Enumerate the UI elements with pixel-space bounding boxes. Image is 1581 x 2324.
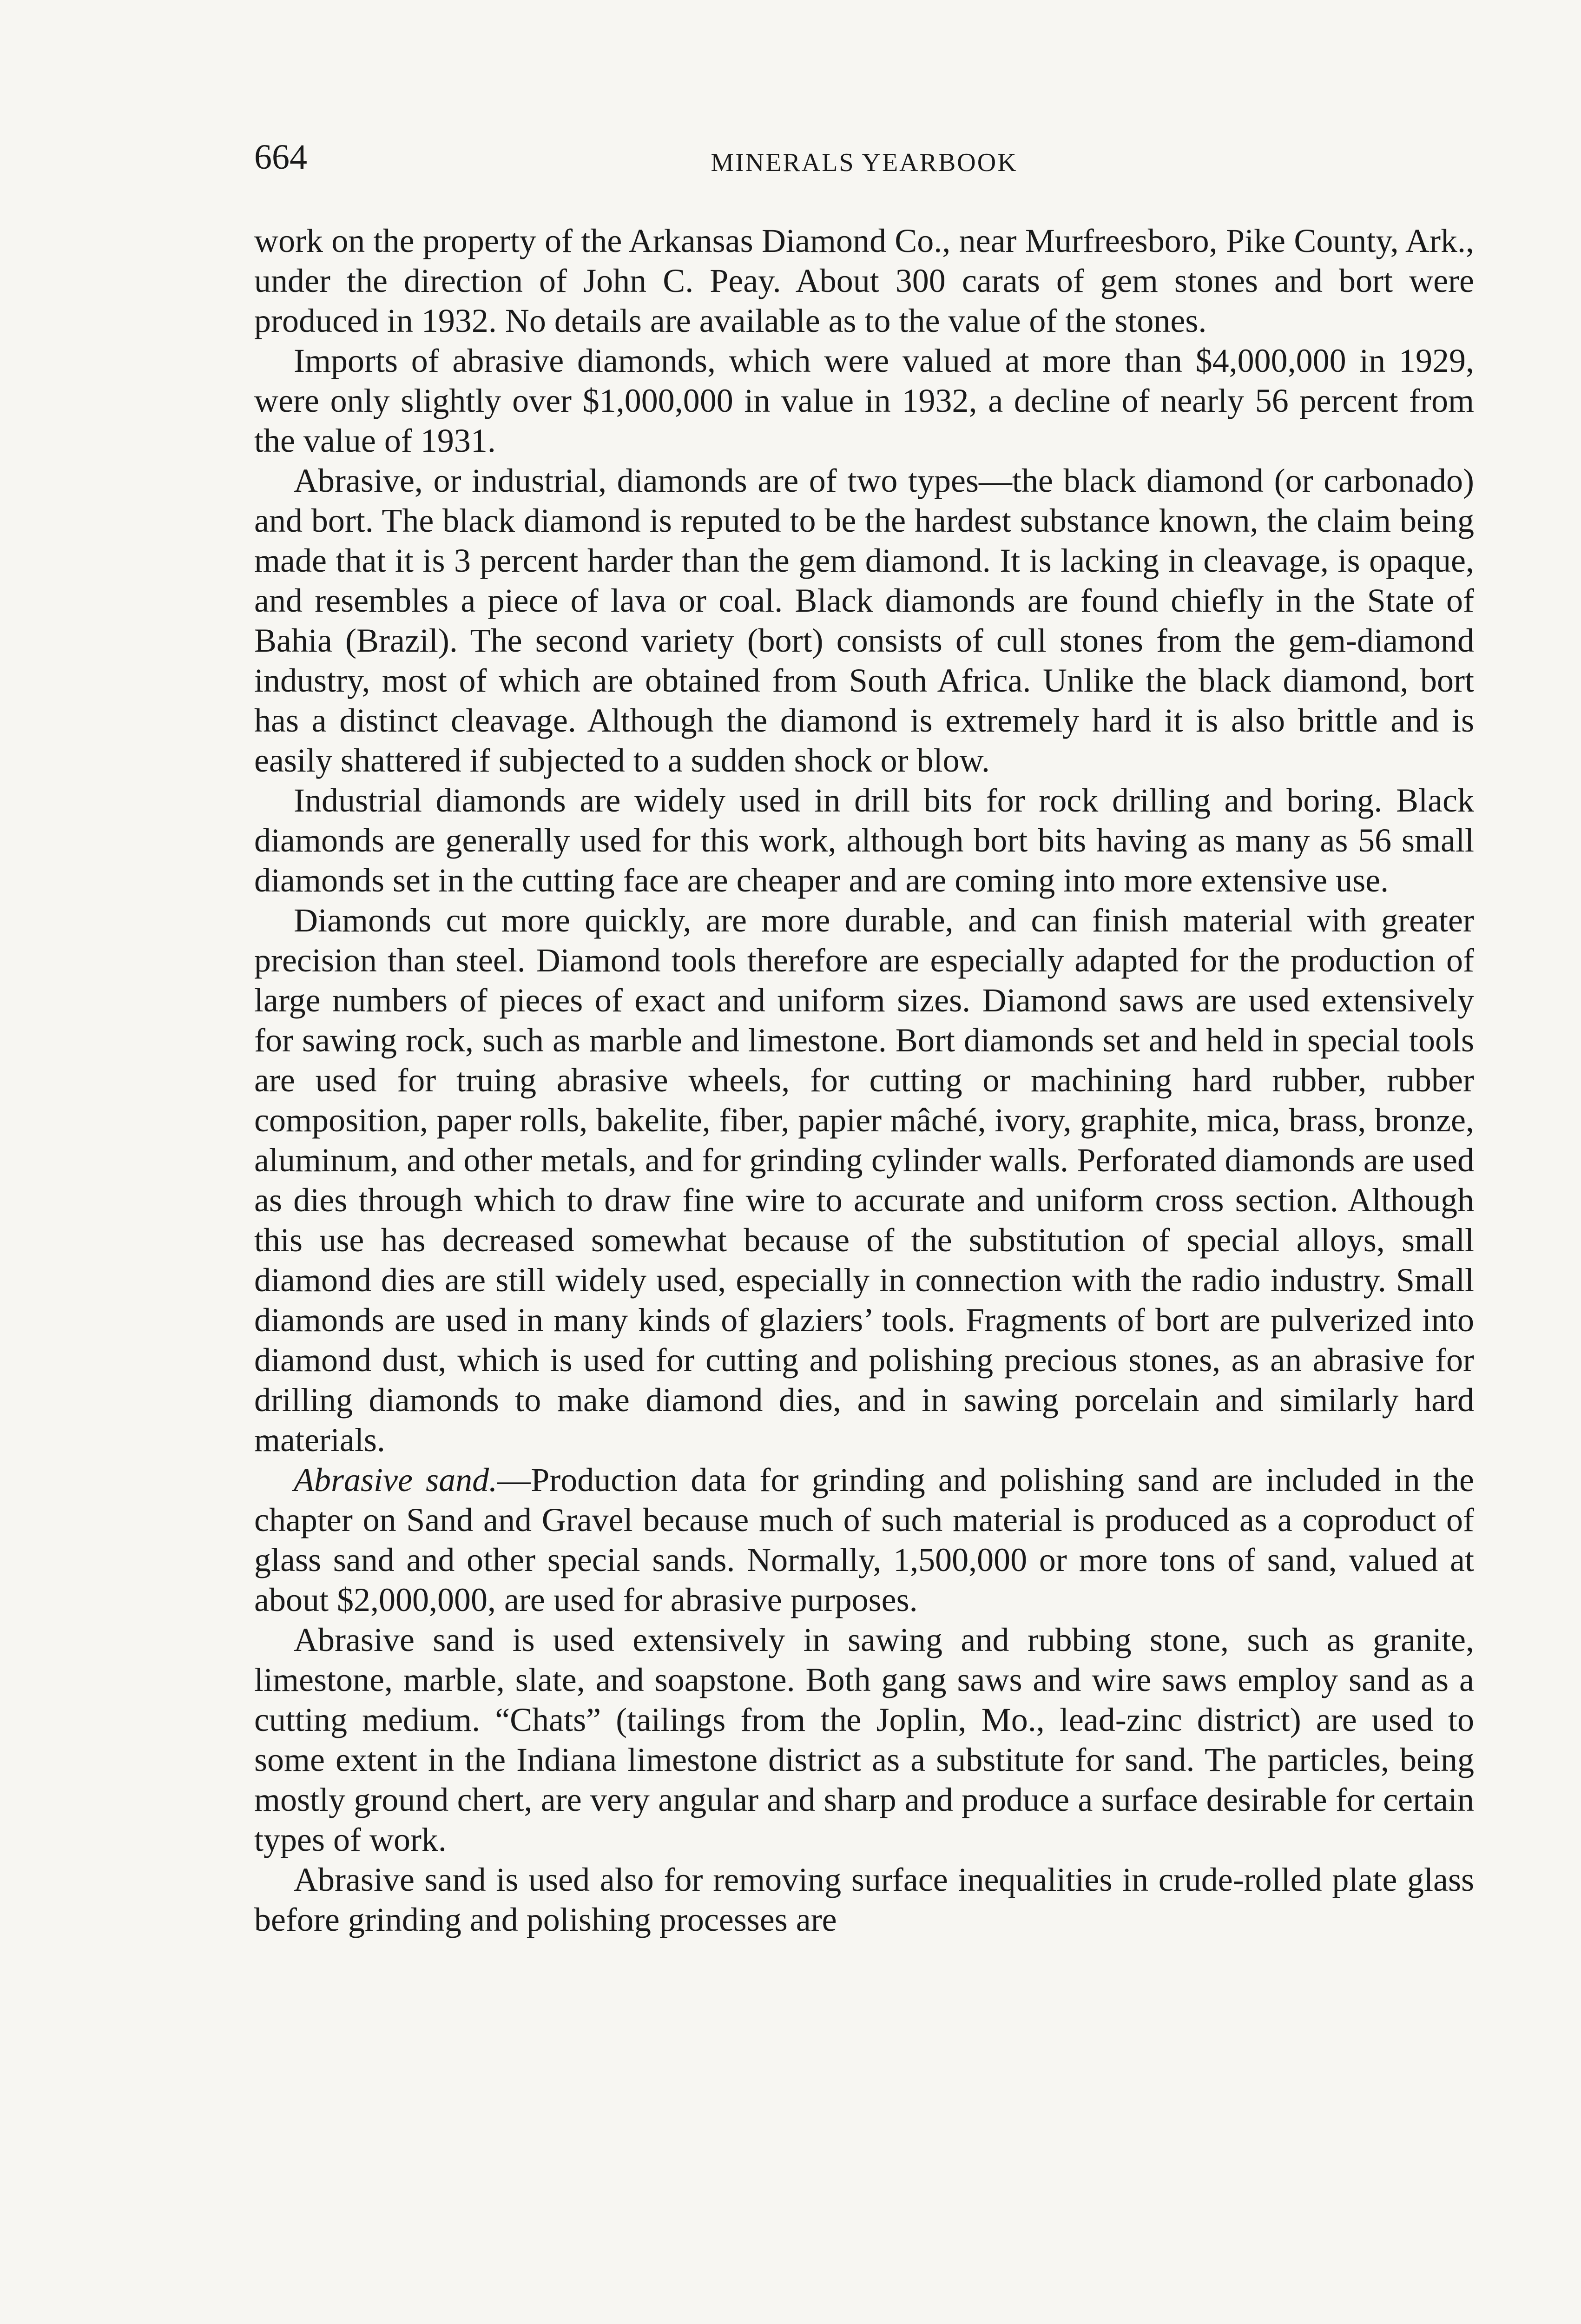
body-text xyxy=(254,221,1474,1940)
paragraph-plate-glass: Abrasive sand is used also for removing surface inequalities in crude-rolled plate glass before grinding and polishing processes are xyxy=(254,1861,1474,1938)
document-page xyxy=(254,139,1474,2324)
section-heading: Abrasive sand. xyxy=(294,1461,498,1499)
paragraph-abrasive-sand xyxy=(254,1460,1474,1620)
running-head xyxy=(254,139,1474,200)
paragraph-imports: Imports of abrasive diamonds, which were valued at more than $4,000,000 in 1929, were only slightly over $1,000,000 in value in 1932, a decline of nearly 56 percent from the value of 1931. xyxy=(254,342,1474,459)
page-number: 664 xyxy=(254,138,307,177)
paragraph-sand-uses: Abrasive sand is used extensively in sawing and rubbing stone, such as granite, limestone, marble, slate, and soapstone. Both gang saws and wire saws employ sand as a cutting medium. “Chats” (tailings from the Joplin, Mo., lead-zinc district) are used to some extent in the Indiana limestone district as a substitute for sand. The particles, being mostly ground chert, are very angular and sharp and produce a surface desirable for certain types of work. xyxy=(254,1621,1474,1858)
header-title: MINERALS YEARBOOK xyxy=(711,148,1018,177)
paragraph-uses: Diamonds cut more quickly, are more durable, and can finish material with greater precision than steel. Diamond tools therefore are especially adapted for the production of large numbers of pieces of exact and uniform sizes. Diamond saws are used extensively for sawing rock, such as marble and limestone. Bort diamonds set and held in special tools are used for truing abrasive wheels, for cutting or machining hard rubber, rubber composition, paper rolls, bakelite, fiber, papier mâché, ivory, graphite, mica, brass, bronze, aluminum, and other metals, and for grinding cylinder walls. Perforated diamonds are used as dies through which to draw fine wire to accurate and uniform cross section. Although this use has decreased somewhat because of the substitution of special alloys, small diamond dies are still widely used, especially in connection with the radio industry. Small diamonds are used in many kinds of glaziers’ tools. Fragments of bort are pulverized into diamond dust, which is used for cutting and polishing precious stones, as an abrasive for drilling diamonds to make diamond dies, and in sawing porcelain and similarly hard materials. xyxy=(254,902,1474,1459)
paragraph-continued: work on the property of the Arkansas Diamond Co., near Murfreesboro, Pike County, Ark., under the direction of John C. Peay. About 300 carats of gem stones and bort were produced in 1932. No details are available as to the value of the stones. xyxy=(254,222,1474,339)
section-text: —Production data for grinding and polishing sand are included in the chapter on Sand and Gravel because much of such material is produced as a coproduct of glass sand and other special sands. Normally, 1,500,000 or more tons of sand, valued at about $2,000,000, are used for abrasive purposes. xyxy=(254,1461,1474,1618)
paragraph-drill-bits: Industrial diamonds are widely used in drill bits for rock drilling and boring. Black diamonds are generally used for this work, although bort bits having as many as 56 small diamonds set in the cutting face are cheaper and are coming into more extensive use. xyxy=(254,782,1474,899)
paragraph-types: Abrasive, or industrial, diamonds are of two types—the black diamond (or carbonado) and bort. The black diamond is reputed to be the hardest substance known, the claim being made that it is 3 percent harder than the gem diamond. It is lacking in cleavage, is opaque, and resembles a piece of lava or coal. Black diamonds are found chiefly in the State of Bahia (Brazil). The second variety (bort) consists of cull stones from the gem-diamond industry, most of which are obtained from South Africa. Unlike the black diamond, bort has a distinct cleavage. Although the diamond is extremely hard it is also brittle and is easily shattered if subjected to a sudden shock or blow. xyxy=(254,462,1474,779)
